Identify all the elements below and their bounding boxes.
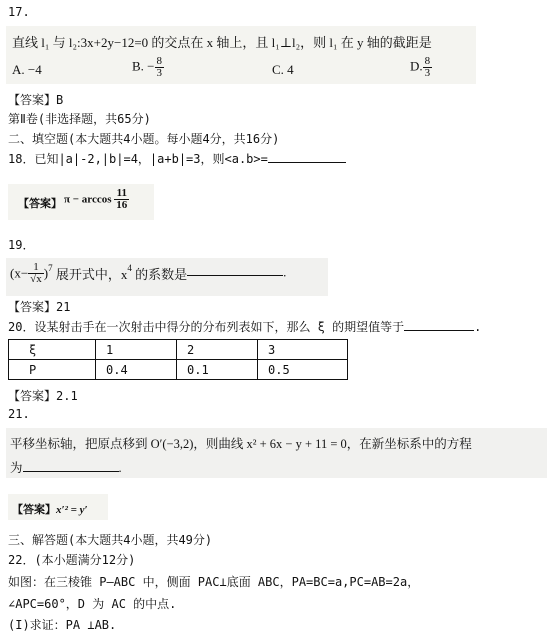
q21-answer-label: 【答案】 bbox=[12, 504, 56, 516]
section2-title: 第Ⅱ卷(非选择题，共65分) bbox=[8, 112, 151, 126]
q19-x-power: 4 bbox=[127, 263, 132, 274]
q21-answer-blank bbox=[23, 461, 119, 472]
q21-stem-line2 bbox=[10, 458, 122, 476]
q22-line4: (I)求证：PA ⊥AB. bbox=[8, 618, 117, 632]
q19-number: 19． bbox=[8, 238, 35, 252]
q19-answer-blank bbox=[187, 265, 283, 276]
q17-option-b-den: 3 bbox=[156, 67, 163, 79]
table-cell: 0.5 bbox=[258, 360, 348, 380]
table-cell: 0.4 bbox=[96, 360, 177, 380]
q19-scan-block bbox=[6, 258, 328, 296]
q17-option-d-fraction bbox=[423, 56, 433, 79]
q19-expr-fraction bbox=[28, 262, 44, 285]
q18-answer-den: 16 bbox=[116, 199, 128, 211]
q21-answer bbox=[12, 501, 88, 517]
q18-answer-block bbox=[8, 184, 154, 220]
q17-option-d-den: 3 bbox=[424, 67, 431, 79]
q19-stem-tail: 展开式中，x bbox=[52, 267, 128, 282]
q19-expr-open: (x− bbox=[10, 265, 29, 281]
q20-stem bbox=[8, 318, 481, 335]
table-cell: 2 bbox=[177, 340, 258, 360]
table-cell: 3 bbox=[258, 340, 348, 360]
q17-option-b-num: 8 bbox=[156, 55, 163, 67]
q21-answer-expr: x′² = y′ bbox=[56, 504, 88, 516]
q19-expr-den: √x bbox=[30, 273, 42, 285]
q20-period: . bbox=[474, 320, 482, 334]
q17-answer: 【答案】B bbox=[8, 93, 64, 107]
q19-period: . bbox=[283, 264, 287, 280]
q21-period: . bbox=[118, 461, 122, 475]
q18-stem-text: 18．已知|a|-2,|b|=4，|a+b|=3，则<a.b>= bbox=[8, 152, 268, 166]
table-cell: P bbox=[9, 360, 96, 380]
q18-answer-text: π − arccos bbox=[64, 193, 112, 206]
q17-option-b-fraction bbox=[155, 56, 165, 79]
q17-option-d bbox=[410, 56, 432, 79]
q19-answer: 【答案】21 bbox=[8, 300, 71, 314]
q20-answer-blank bbox=[404, 320, 474, 331]
q17-option-b bbox=[132, 56, 164, 79]
q22-line2: 如图：在三棱锥 P—ABC 中，侧面 PAC⊥底面 ABC，PA=BC=a,PC=AB=2a， bbox=[8, 575, 420, 589]
q21-answer-block bbox=[8, 494, 108, 520]
q18-answer-blank bbox=[268, 152, 346, 163]
q22-line1: 22．(本小题满分12分) bbox=[8, 553, 136, 567]
table-row bbox=[9, 360, 348, 380]
q17-number: 17. bbox=[8, 5, 30, 19]
q17-stem: 直线 l₁ 与 l₂:3x+2y−12=0 的交点在 x 轴上，且 l₁⊥l₂，则 l₁ 在 y 轴的截距是 bbox=[12, 35, 432, 50]
q18-answer-num: 11 bbox=[114, 188, 129, 200]
q22-line3: ∠APC=60°，D 为 AC 的中点. bbox=[8, 597, 177, 611]
q18-stem bbox=[8, 150, 346, 167]
q18-answer-fraction bbox=[114, 188, 129, 211]
q17-option-d-num: 8 bbox=[424, 55, 431, 67]
q21-stem: 平移坐标轴，把原点移到 O′(−3,2)，则曲线 x² + 6x − y + 11 = 0，在新坐标系中的方程 bbox=[10, 437, 472, 451]
q18-answer-label: 【答案】 bbox=[18, 198, 62, 210]
q19-expr-close: ) bbox=[43, 265, 49, 281]
q20-distribution-table bbox=[8, 339, 348, 380]
q17-scan-block bbox=[6, 26, 476, 84]
q19-stem-end: 的系数是 bbox=[131, 267, 188, 282]
table-cell: 1 bbox=[96, 340, 177, 360]
q17-option-a: A. −4 bbox=[12, 62, 42, 77]
q19-power: 7 bbox=[48, 263, 53, 274]
part2-heading: 二、填空题(本大题共4小题。每小题4分，共16分) bbox=[8, 132, 280, 146]
table-cell: ξ bbox=[9, 340, 96, 360]
q17-option-b-prefix: B. − bbox=[132, 58, 155, 74]
q20-stem-text: 20．设某射击手在一次射击中得分的分布列表如下，那么 ξ 的期望值等于 bbox=[8, 320, 405, 334]
q17-option-c: C. 4 bbox=[272, 62, 294, 77]
table-row bbox=[9, 340, 348, 360]
table-cell: 0.1 bbox=[177, 360, 258, 380]
q20-answer: 【答案】2.1 bbox=[8, 389, 78, 403]
q17-option-d-prefix: D. bbox=[410, 58, 423, 74]
q21-stem-line2-text: 为 bbox=[10, 461, 23, 475]
q21-number: 21. bbox=[8, 407, 30, 421]
q19-expr-num: 1 bbox=[28, 262, 44, 274]
q19-stem bbox=[10, 262, 286, 285]
q21-scan-block bbox=[6, 428, 547, 478]
part3-heading: 三、解答题(本大题共4小题，共49分) bbox=[8, 533, 213, 547]
q18-answer-expr bbox=[64, 188, 129, 211]
